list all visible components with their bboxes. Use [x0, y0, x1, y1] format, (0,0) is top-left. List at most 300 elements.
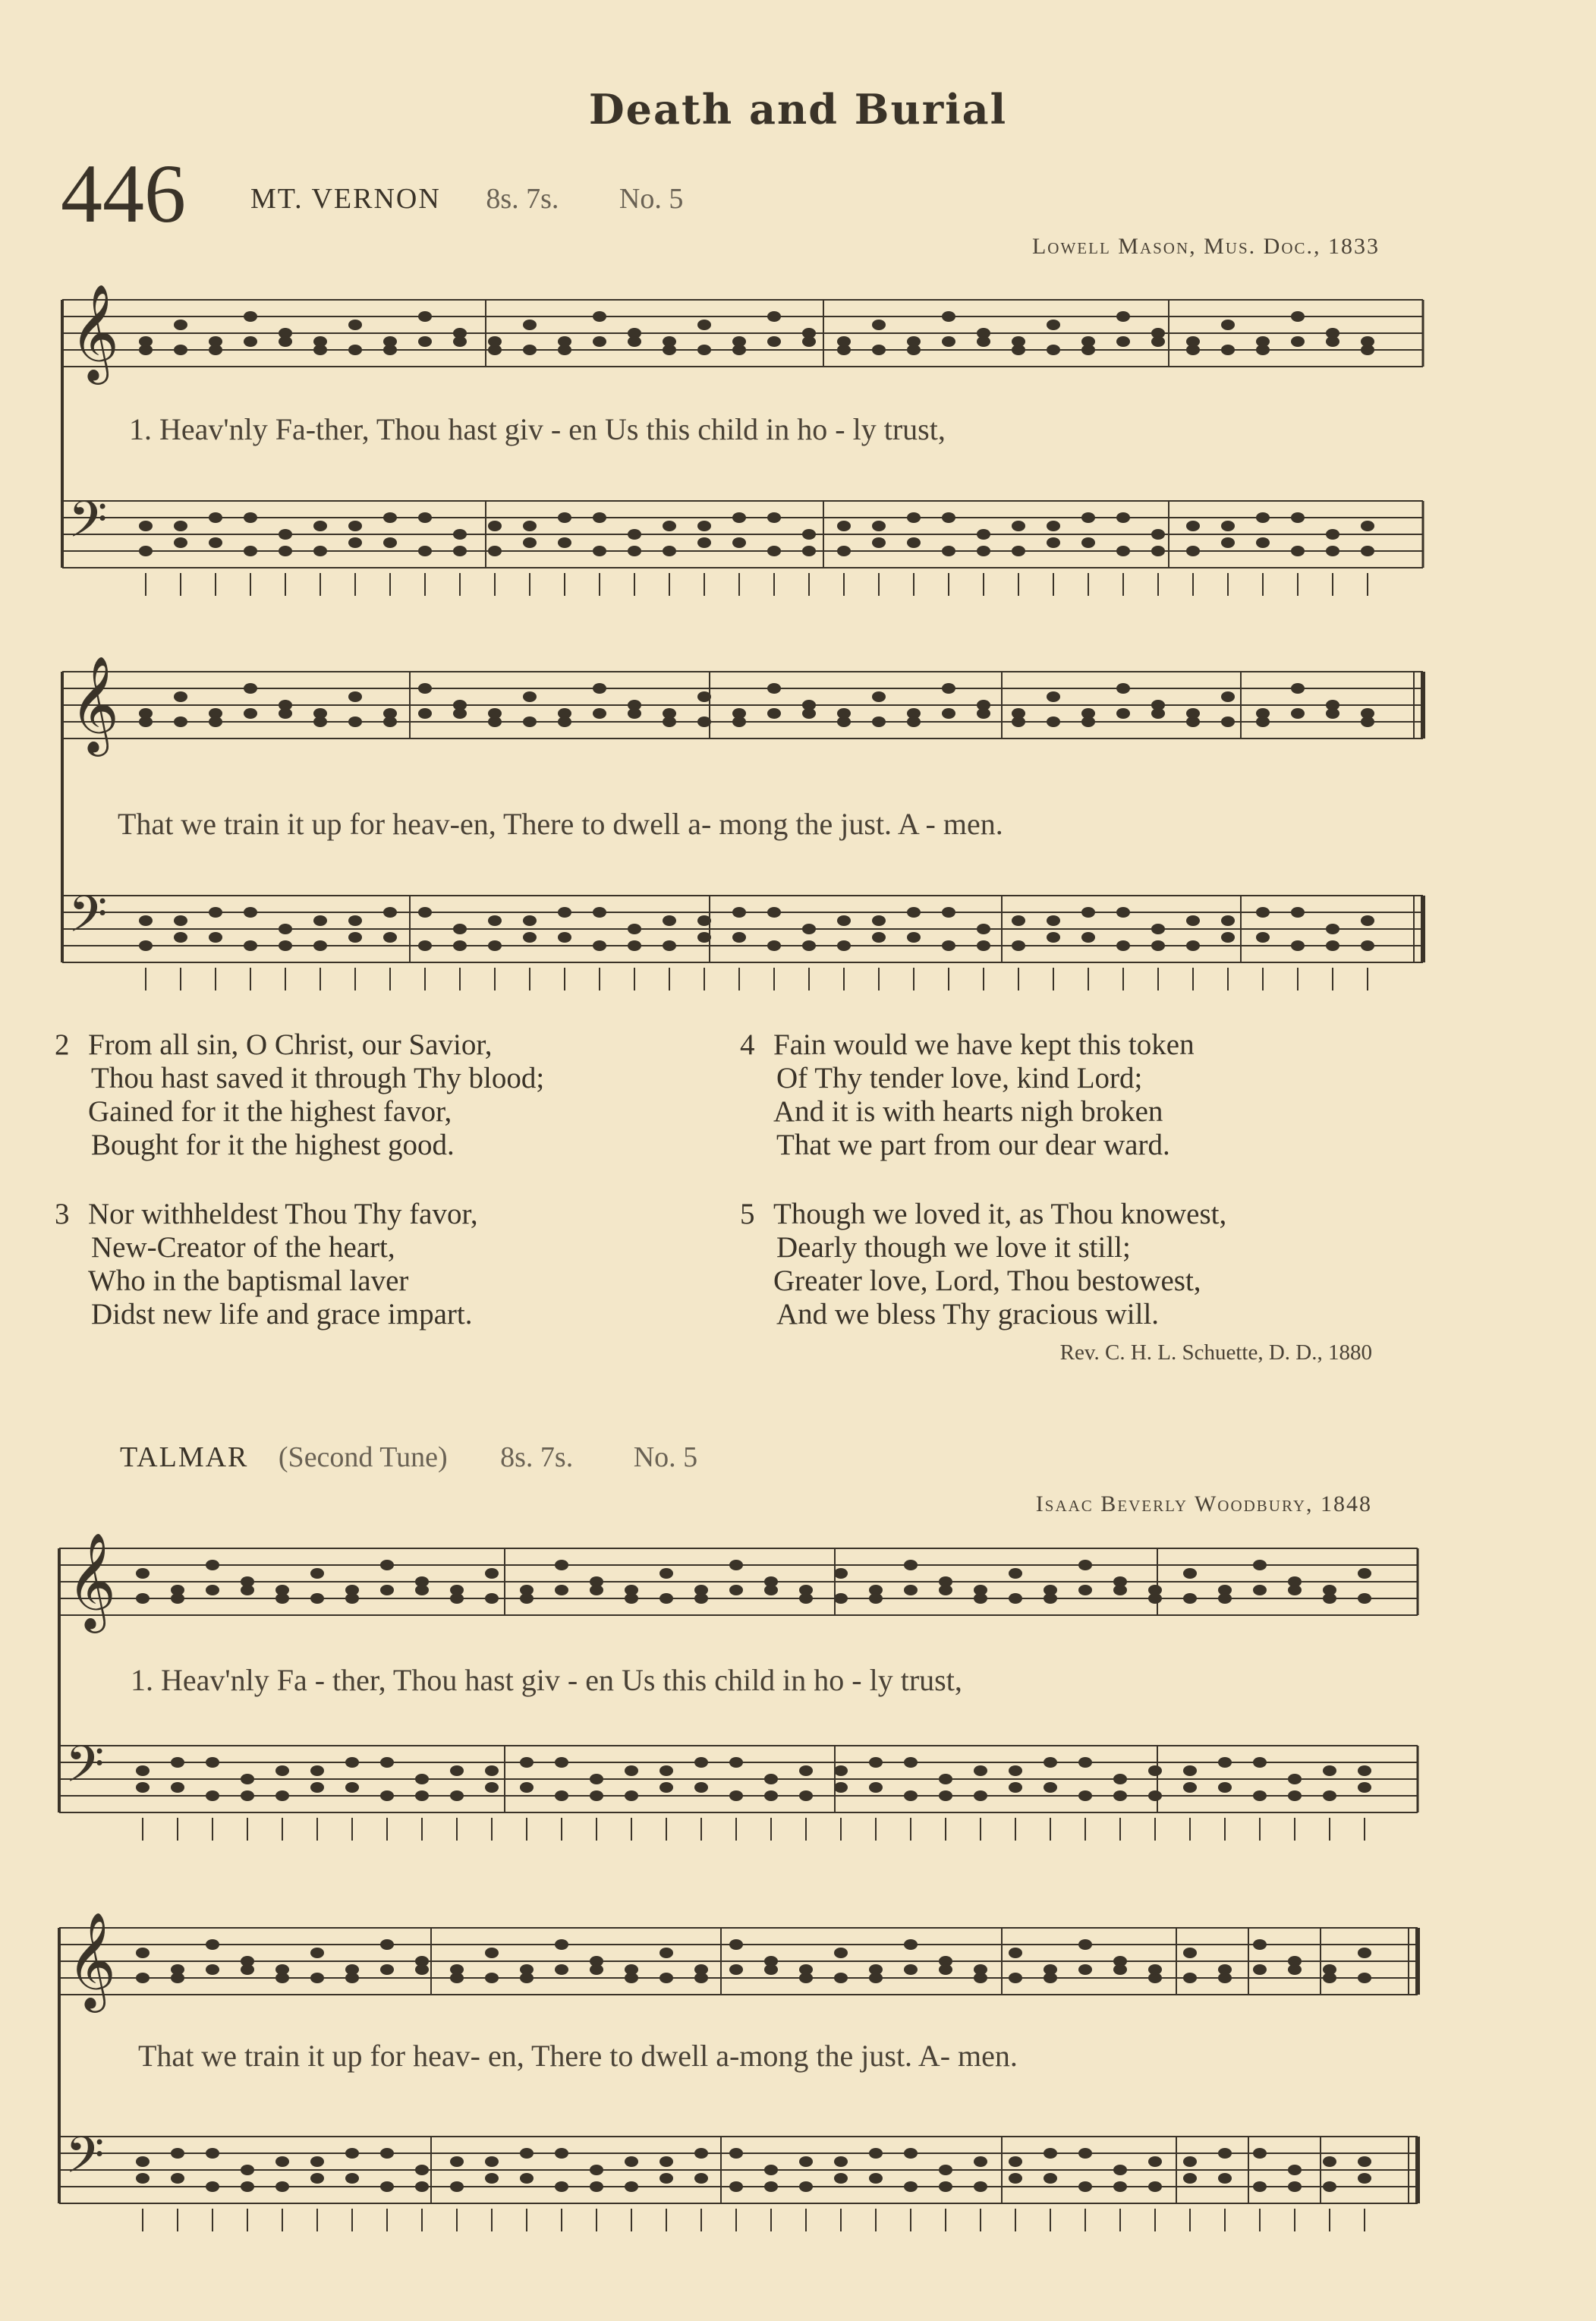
- note-head: [1044, 1973, 1057, 1983]
- note-head: [1221, 915, 1235, 926]
- note-head: [1323, 1765, 1336, 1776]
- tune-1-lyric-line-2: That we train it up for heav-en, There to dwell a- mong the just. A - men.: [118, 807, 1003, 841]
- note-head: [663, 521, 676, 531]
- note-head: [942, 907, 955, 918]
- note-head: [558, 716, 571, 727]
- note-head: [1012, 708, 1025, 719]
- note-head: [904, 1560, 918, 1570]
- note-head: [799, 1765, 813, 1776]
- note-head: [625, 1585, 638, 1595]
- note-head: [974, 2156, 987, 2167]
- note-head: [764, 1964, 778, 1975]
- note-head: [1221, 691, 1235, 702]
- note-head: [555, 2148, 568, 2159]
- note-head: [1183, 1782, 1197, 1793]
- note-head: [834, 1782, 848, 1793]
- note-head: [1183, 1593, 1197, 1604]
- note-head: [1047, 521, 1060, 531]
- note-head: [345, 2148, 359, 2159]
- note-head: [939, 1964, 952, 1975]
- note-head: [1009, 1568, 1022, 1579]
- note-head: [174, 691, 187, 702]
- note-head: [1291, 708, 1305, 719]
- verse-4-line-4: That we part from our dear ward.: [776, 1129, 1170, 1161]
- note-head: [520, 1593, 534, 1604]
- note-head: [1291, 907, 1305, 918]
- note-head: [939, 2165, 952, 2175]
- note-head: [1081, 932, 1095, 943]
- note-head: [974, 1964, 987, 1975]
- note-head: [345, 1973, 359, 1983]
- note-head: [345, 1757, 359, 1768]
- note-head: [764, 2165, 778, 2175]
- note-head: [977, 529, 990, 540]
- note-head: [939, 1774, 952, 1784]
- note-head: [136, 2156, 150, 2167]
- note-head: [1358, 1948, 1371, 1958]
- note-head: [907, 345, 921, 355]
- note-head: [1291, 546, 1305, 556]
- note-head: [520, 1973, 534, 1983]
- note-head: [136, 1973, 150, 1983]
- note-head: [767, 336, 781, 347]
- note-head: [694, 1757, 708, 1768]
- note-head: [593, 311, 606, 322]
- verse-5-line-4: And we bless Thy gracious will.: [776, 1298, 1160, 1331]
- note-head: [244, 940, 257, 951]
- tune-1-meter: 8s. 7s.: [486, 183, 559, 215]
- note-head: [659, 1973, 673, 1983]
- note-head: [279, 546, 292, 556]
- note-head: [1221, 932, 1235, 943]
- note-head: [1116, 708, 1130, 719]
- note-head: [1358, 1593, 1371, 1604]
- note-head: [279, 336, 292, 347]
- note-head: [1183, 1973, 1197, 1983]
- hymn-number: 446: [61, 147, 186, 240]
- note-head: [174, 320, 187, 330]
- note-head: [1361, 940, 1374, 951]
- note-head: [1361, 521, 1374, 531]
- note-head: [1361, 336, 1374, 347]
- note-head: [1078, 1939, 1092, 1950]
- note-head: [485, 1765, 499, 1776]
- note-head: [453, 546, 467, 556]
- note-head: [174, 716, 187, 727]
- note-head: [485, 1948, 499, 1958]
- note-head: [659, 1765, 673, 1776]
- note-head: [555, 1560, 568, 1570]
- note-head: [659, 1782, 673, 1793]
- note-head: [1221, 716, 1235, 727]
- note-head: [1081, 537, 1095, 548]
- note-head: [488, 546, 502, 556]
- note-head: [275, 1765, 289, 1776]
- note-head: [1218, 1782, 1232, 1793]
- note-head: [767, 907, 781, 918]
- note-head: [241, 1585, 254, 1595]
- note-head: [729, 1964, 743, 1975]
- note-head: [872, 320, 886, 330]
- note-head: [171, 2148, 184, 2159]
- note-head: [1326, 529, 1339, 540]
- note-head: [1218, 1757, 1232, 1768]
- note-head: [174, 345, 187, 355]
- note-head: [837, 521, 851, 531]
- note-head: [523, 537, 537, 548]
- note-head: [1221, 320, 1235, 330]
- note-head: [869, 1593, 883, 1604]
- note-head: [872, 716, 886, 727]
- note-head: [1148, 1765, 1162, 1776]
- tune-2-subtitle: (Second Tune): [278, 1441, 448, 1473]
- note-head: [348, 716, 362, 727]
- note-head: [1081, 716, 1095, 727]
- note-head: [1148, 1964, 1162, 1975]
- note-head: [1253, 1560, 1267, 1570]
- note-head: [310, 1593, 324, 1604]
- note-head: [659, 1948, 673, 1958]
- note-head: [1044, 1593, 1057, 1604]
- note-head: [206, 1964, 219, 1975]
- note-head: [171, 2173, 184, 2184]
- note-head: [1044, 2173, 1057, 2184]
- note-head: [523, 521, 537, 531]
- note-head: [942, 336, 955, 347]
- note-head: [485, 1593, 499, 1604]
- note-head: [453, 336, 467, 347]
- note-head: [206, 2181, 219, 2192]
- note-head: [383, 716, 397, 727]
- note-head: [697, 932, 711, 943]
- note-head: [1186, 546, 1200, 556]
- note-head: [136, 2173, 150, 2184]
- note-head: [380, 2148, 394, 2159]
- note-head: [872, 915, 886, 926]
- note-head: [450, 2156, 464, 2167]
- treble-clef: 𝄞: [70, 655, 120, 752]
- tune-2-name: TALMAR: [120, 1441, 249, 1473]
- note-head: [1221, 521, 1235, 531]
- note-head: [1253, 1964, 1267, 1975]
- note-head: [206, 1585, 219, 1595]
- note-head: [1291, 311, 1305, 322]
- note-head: [383, 907, 397, 918]
- note-head: [1358, 2173, 1371, 2184]
- note-head: [729, 1585, 743, 1595]
- note-head: [694, 1973, 708, 1983]
- note-head: [1116, 336, 1130, 347]
- verse-3-line-2: New-Creator of the heart,: [91, 1231, 395, 1264]
- note-head: [380, 1964, 394, 1975]
- note-head: [345, 1782, 359, 1793]
- note-head: [1151, 529, 1165, 540]
- note-head: [1358, 1782, 1371, 1793]
- note-head: [313, 336, 327, 347]
- note-head: [869, 1782, 883, 1793]
- note-head: [1078, 1585, 1092, 1595]
- note-head: [1116, 683, 1130, 694]
- note-head: [275, 1790, 289, 1801]
- note-head: [729, 2148, 743, 2159]
- note-head: [1148, 2181, 1162, 2192]
- note-head: [659, 1593, 673, 1604]
- note-head: [418, 512, 432, 523]
- note-head: [275, 2156, 289, 2167]
- note-head: [732, 345, 746, 355]
- note-head: [767, 683, 781, 694]
- note-head: [1361, 708, 1374, 719]
- note-head: [139, 521, 153, 531]
- note-head: [310, 2156, 324, 2167]
- note-head: [799, 2181, 813, 2192]
- note-head: [383, 512, 397, 523]
- note-head: [558, 932, 571, 943]
- treble-clef: 𝄞: [67, 1532, 117, 1629]
- note-head: [415, 2165, 429, 2175]
- note-head: [907, 716, 921, 727]
- note-head: [139, 915, 153, 926]
- tune-2-meter: 8s. 7s.: [500, 1441, 574, 1473]
- note-head: [907, 537, 921, 548]
- note-head: [869, 2148, 883, 2159]
- note-head: [625, 2156, 638, 2167]
- note-head: [1358, 2156, 1371, 2167]
- note-head: [1116, 546, 1130, 556]
- note-head: [1256, 716, 1270, 727]
- note-head: [279, 708, 292, 719]
- note-head: [485, 1973, 499, 1983]
- note-head: [485, 1782, 499, 1793]
- note-head: [1044, 2148, 1057, 2159]
- note-head: [1151, 336, 1165, 347]
- note-head: [241, 1774, 254, 1784]
- note-head: [1186, 915, 1200, 926]
- note-head: [1047, 537, 1060, 548]
- note-head: [767, 708, 781, 719]
- note-head: [659, 1568, 673, 1579]
- note-head: [415, 1774, 429, 1784]
- note-head: [697, 537, 711, 548]
- verse-4: [740, 1028, 1195, 1162]
- note-head: [942, 512, 955, 523]
- note-head: [1183, 1568, 1197, 1579]
- note-head: [418, 546, 432, 556]
- note-head: [872, 345, 886, 355]
- note-head: [1323, 2181, 1336, 2192]
- note-head: [939, 1790, 952, 1801]
- note-head: [907, 932, 921, 943]
- note-head: [348, 932, 362, 943]
- note-head: [244, 708, 257, 719]
- note-head: [313, 546, 327, 556]
- note-head: [625, 1790, 638, 1801]
- note-head: [904, 2181, 918, 2192]
- note-head: [558, 512, 571, 523]
- note-head: [558, 345, 571, 355]
- note-head: [977, 546, 990, 556]
- note-head: [1151, 708, 1165, 719]
- note-head: [380, 2181, 394, 2192]
- note-head: [1288, 2181, 1302, 2192]
- note-head: [1291, 512, 1305, 523]
- note-head: [380, 1757, 394, 1768]
- note-head: [241, 2165, 254, 2175]
- note-head: [1253, 1757, 1267, 1768]
- note-head: [904, 1757, 918, 1768]
- note-head: [590, 1790, 603, 1801]
- note-head: [837, 708, 851, 719]
- verse-4-line-3: And it is with hearts nigh broken: [773, 1095, 1163, 1128]
- note-head: [732, 716, 746, 727]
- note-head: [139, 940, 153, 951]
- note-head: [593, 546, 606, 556]
- note-head: [834, 1593, 848, 1604]
- note-head: [523, 320, 537, 330]
- note-head: [1148, 2156, 1162, 2167]
- note-head: [523, 932, 537, 943]
- note-head: [697, 716, 711, 727]
- note-head: [625, 1765, 638, 1776]
- note-head: [209, 512, 222, 523]
- note-head: [555, 2181, 568, 2192]
- note-head: [555, 1939, 568, 1950]
- verse-2-number: 2: [55, 1028, 70, 1061]
- note-head: [1288, 1774, 1302, 1784]
- verse-4-line-2: Of Thy tender love, kind Lord;: [776, 1062, 1143, 1094]
- bass-clef: 𝄢: [65, 2126, 105, 2197]
- note-head: [1009, 1593, 1022, 1604]
- note-head: [1009, 1948, 1022, 1958]
- note-head: [590, 2165, 603, 2175]
- note-head: [1253, 1939, 1267, 1950]
- note-head: [485, 2173, 499, 2184]
- note-head: [729, 1757, 743, 1768]
- note-head: [694, 1593, 708, 1604]
- note-head: [1256, 907, 1270, 918]
- note-head: [1009, 2156, 1022, 2167]
- treble-clef: 𝄞: [70, 283, 120, 380]
- note-head: [209, 716, 222, 727]
- verse-3: [55, 1198, 478, 1331]
- note-head: [1358, 1973, 1371, 1983]
- note-head: [450, 1585, 464, 1595]
- note-head: [275, 1964, 289, 1975]
- note-head: [1009, 2173, 1022, 2184]
- verse-2-line-2: Thou hast saved it through Thy blood;: [91, 1062, 545, 1094]
- note-head: [593, 708, 606, 719]
- note-head: [590, 1585, 603, 1595]
- note-head: [939, 2181, 952, 2192]
- note-head: [453, 529, 467, 540]
- note-head: [942, 708, 955, 719]
- note-head: [206, 1939, 219, 1950]
- verse-5: [740, 1198, 1226, 1331]
- verse-4-line-1: Fain would we have kept this token: [773, 1028, 1195, 1061]
- note-head: [1148, 1585, 1162, 1595]
- note-head: [523, 691, 537, 702]
- note-head: [348, 320, 362, 330]
- note-head: [418, 336, 432, 347]
- note-head: [764, 2181, 778, 2192]
- note-head: [1044, 1782, 1057, 1793]
- bass-clef: 𝄢: [65, 1735, 105, 1806]
- note-head: [1047, 320, 1060, 330]
- note-head: [977, 336, 990, 347]
- note-head: [241, 1964, 254, 1975]
- note-head: [383, 932, 397, 943]
- note-head: [764, 1585, 778, 1595]
- note-head: [1044, 1757, 1057, 1768]
- note-head: [450, 2181, 464, 2192]
- note-head: [244, 512, 257, 523]
- note-head: [1323, 1964, 1336, 1975]
- note-head: [1218, 1593, 1232, 1604]
- note-head: [590, 2181, 603, 2192]
- note-head: [171, 1593, 184, 1604]
- note-head: [1323, 2156, 1336, 2167]
- note-head: [1361, 546, 1374, 556]
- note-head: [520, 2148, 534, 2159]
- note-head: [523, 716, 537, 727]
- note-head: [802, 940, 816, 951]
- note-head: [453, 924, 467, 934]
- note-head: [1113, 1585, 1127, 1595]
- note-head: [977, 708, 990, 719]
- note-head: [1012, 546, 1025, 556]
- note-head: [1151, 940, 1165, 951]
- note-head: [244, 311, 257, 322]
- note-head: [732, 932, 746, 943]
- note-head: [799, 1964, 813, 1975]
- note-head: [1078, 2181, 1092, 2192]
- note-head: [209, 907, 222, 918]
- note-head: [593, 940, 606, 951]
- note-head: [209, 537, 222, 548]
- note-head: [1012, 940, 1025, 951]
- note-head: [1218, 2148, 1232, 2159]
- verse-3-line-4: Didst new life and grace impart.: [91, 1298, 473, 1331]
- note-head: [418, 311, 432, 322]
- note-head: [279, 940, 292, 951]
- verse-5-line-1: Though we loved it, as Thou knowest,: [773, 1198, 1227, 1230]
- note-head: [1009, 1765, 1022, 1776]
- note-head: [628, 529, 641, 540]
- note-head: [663, 708, 676, 719]
- note-head: [802, 336, 816, 347]
- note-head: [834, 1568, 848, 1579]
- note-head: [523, 345, 537, 355]
- note-head: [872, 521, 886, 531]
- note-head: [1326, 940, 1339, 951]
- note-head: [1183, 2173, 1197, 2184]
- note-head: [488, 940, 502, 951]
- bass-clef: 𝄢: [68, 490, 108, 561]
- note-head: [729, 1790, 743, 1801]
- note-head: [1081, 345, 1095, 355]
- note-head: [520, 1757, 534, 1768]
- note-head: [241, 2181, 254, 2192]
- note-head: [418, 907, 432, 918]
- note-head: [1218, 2173, 1232, 2184]
- tune-2-number: No. 5: [633, 1441, 698, 1473]
- note-head: [1288, 1585, 1302, 1595]
- note-head: [310, 1973, 324, 1983]
- note-head: [1256, 537, 1270, 548]
- tune-1-number: No. 5: [619, 183, 684, 215]
- note-head: [1253, 2148, 1267, 2159]
- note-head: [834, 2156, 848, 2167]
